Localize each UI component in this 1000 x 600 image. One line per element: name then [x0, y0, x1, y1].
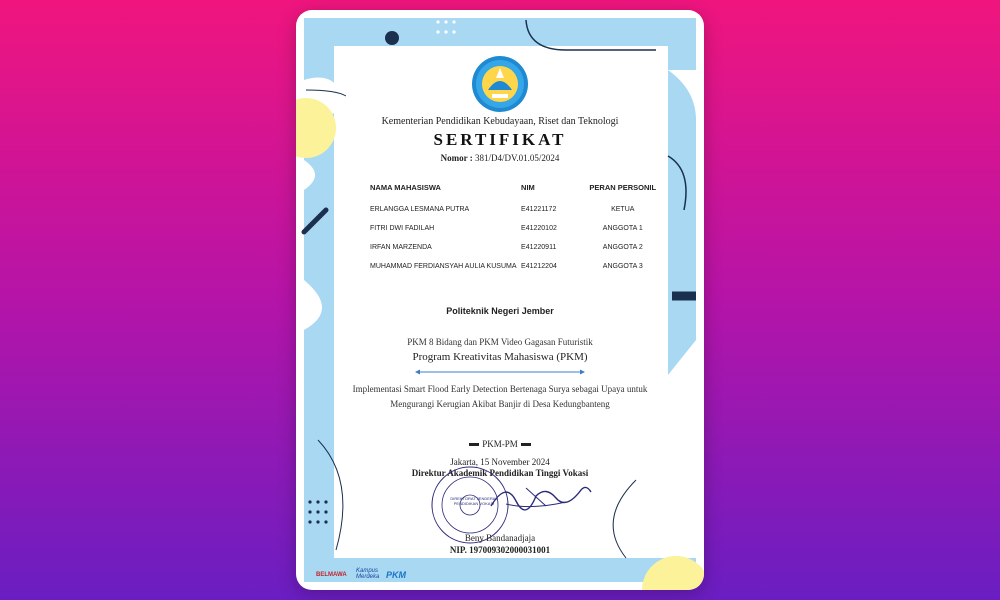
- tut-wuri-handayani-logo: [470, 54, 530, 114]
- issue-date: Jakarta, 15 November 2024: [450, 457, 550, 467]
- belmawa-logo: BELMAWA: [316, 572, 347, 578]
- nomor-label: Nomor :: [440, 153, 473, 163]
- table-row: [370, 200, 658, 219]
- dash-decoration: [469, 443, 479, 446]
- header-nim: NIM: [521, 183, 535, 192]
- ministry-name: Kementerian Pendidikan Kebudayaan, Riset dan Teknologi: [381, 116, 619, 127]
- dash-decoration: [521, 443, 531, 446]
- member-nim: E41220911: [521, 244, 557, 251]
- certificate-title: SERTIFIKAT: [433, 130, 567, 149]
- table-row: [370, 238, 658, 257]
- member-nim: E41212204: [521, 263, 557, 270]
- member-nim: E41220102: [521, 225, 557, 232]
- sponsor-logos: [314, 568, 694, 586]
- certificate-number: [296, 153, 704, 163]
- director-nip: NIP. 197009302000031001: [449, 545, 551, 555]
- table-row: [370, 219, 658, 238]
- member-role: ANGGOTA 3: [602, 263, 643, 270]
- member-role: ANGGOTA 1: [602, 225, 643, 232]
- nomor-value: 381/D4/DV.01.05/2024: [474, 153, 560, 163]
- certificate-content: [296, 10, 704, 590]
- stamp-text: DIREKTORAT JENDERAL PENDIDIKAN VOKASI: [450, 496, 498, 506]
- double-arrow-divider: [415, 369, 585, 375]
- member-name: MUHAMMAD FERDIANSYAH AULIA KUSUMA: [370, 263, 517, 270]
- pkm-scheme: [296, 439, 704, 449]
- member-role: KETUA: [611, 206, 635, 213]
- institution-name: Politeknik Negeri Jember: [446, 306, 554, 316]
- project-title: Implementasi Smart Flood Early Detection Bertenaga Surya sebagai Upaya untuk Mengurangi Kerugian Akibat Banjir di Desa Kedungbanteng: [352, 384, 648, 409]
- director-title: Direktur Akademik Pendidikan Tinggi Vokasi: [411, 468, 589, 478]
- member-name: IRFAN MARZENDA: [370, 244, 432, 251]
- header-role: PERAN PERSONIL: [589, 183, 657, 192]
- scheme-label: PKM-PM: [482, 439, 518, 449]
- member-role: ANGGOTA 2: [602, 244, 643, 251]
- header-name: NAMA MAHASISWA: [370, 183, 441, 192]
- program-name: Program Kreativitas Mahasiswa (PKM): [412, 351, 588, 363]
- director-signature: [486, 476, 596, 516]
- member-name: FITRI DWI FADILAH: [370, 225, 435, 232]
- table-row: [370, 257, 658, 276]
- member-nim: E41221172: [521, 206, 557, 213]
- kampus-merdeka-logo: Kampus Merdeka: [356, 568, 380, 580]
- director-name: Beny Bandanadjaja: [464, 533, 536, 543]
- members-table: [370, 183, 658, 276]
- pkm-logo: PKM: [386, 570, 406, 580]
- member-name: ERLANGGA LESMANA PUTRA: [370, 206, 470, 213]
- certificate-card: [296, 10, 704, 590]
- pkm-field: PKM 8 Bidang dan PKM Video Gagasan Futuristik: [407, 337, 593, 347]
